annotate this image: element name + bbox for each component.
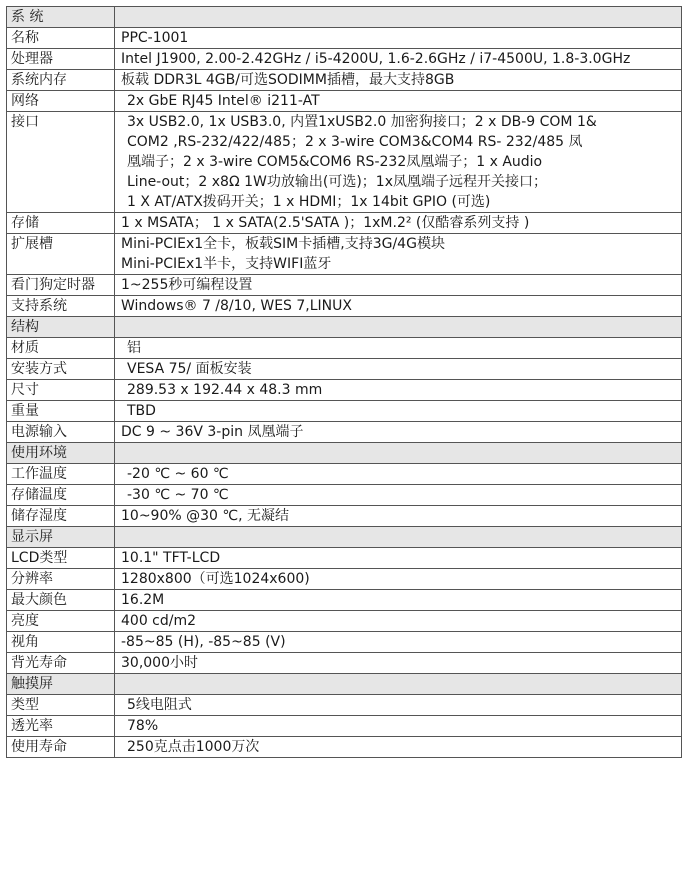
spec-value-line: 10.1" TFT-LCD xyxy=(121,550,221,566)
spec-value-line: 30,000小时 xyxy=(121,655,198,671)
spec-label: 处理器 xyxy=(7,49,115,70)
spec-row xyxy=(7,506,682,527)
spec-value-line: 1 x MSATA； 1 x SATA(2.5'SATA )；1xM.2² (仅酷睿系列支持 ) xyxy=(121,215,530,231)
spec-label: 存储 xyxy=(7,213,115,234)
spec-label: 网络 xyxy=(7,91,115,112)
spec-value-line: 板载 DDR3L 4GB/可选SODIMM插槽，最大支持8GB xyxy=(121,72,455,88)
spec-value xyxy=(115,49,682,70)
spec-value-line: COM2 ,RS-232/422/485；2 x 3-wire COM3&COM4 RS- 232/485 凤 xyxy=(127,134,583,150)
spec-row xyxy=(7,49,682,70)
spec-row xyxy=(7,112,682,213)
section-header-row xyxy=(7,317,682,338)
spec-label: 尺寸 xyxy=(7,380,115,401)
spec-label: 名称 xyxy=(7,28,115,49)
spec-value-line: 400 cd/m2 xyxy=(121,613,197,629)
spec-row xyxy=(7,296,682,317)
spec-row xyxy=(7,569,682,590)
spec-value-line: -30 ℃ ~ 70 ℃ xyxy=(127,487,229,503)
section-header-blank xyxy=(115,527,682,548)
section-header-blank xyxy=(115,443,682,464)
spec-label: 看门狗定时器 xyxy=(7,275,115,296)
spec-value xyxy=(115,737,682,758)
spec-table-body xyxy=(7,7,682,758)
spec-value-line: PPC-1001 xyxy=(121,30,189,46)
spec-value xyxy=(115,213,682,234)
spec-value xyxy=(115,70,682,91)
spec-value-line: 凰端子；2 x 3-wire COM5&COM6 RS-232凤凰端子；1 x Audio xyxy=(127,154,543,170)
spec-value xyxy=(115,485,682,506)
spec-label: 最大颜色 xyxy=(7,590,115,611)
spec-table xyxy=(6,6,682,758)
spec-row xyxy=(7,548,682,569)
spec-value-line: 16.2M xyxy=(121,592,165,608)
spec-value-line: 铝 xyxy=(127,340,141,356)
spec-label: 储存湿度 xyxy=(7,506,115,527)
spec-row xyxy=(7,695,682,716)
section-title: 触摸屏 xyxy=(7,674,115,695)
spec-row xyxy=(7,632,682,653)
spec-row xyxy=(7,91,682,112)
spec-row xyxy=(7,213,682,234)
spec-value-line: Intel J1900, 2.00-2.42GHz / i5-4200U, 1.6-2.6GHz / i7-4500U, 1.8-3.0GHz xyxy=(121,51,631,67)
spec-value-line: 1280x800（可选1024x600) xyxy=(121,571,310,587)
spec-value xyxy=(115,695,682,716)
spec-row xyxy=(7,380,682,401)
spec-value-line: Mini-PCIEx1半卡，支持WIFI蓝牙 xyxy=(121,256,332,272)
section-title: 系 统 xyxy=(7,7,115,28)
spec-value-line: VESA 75/ 面板安装 xyxy=(127,361,252,377)
spec-value xyxy=(115,590,682,611)
spec-label: 亮度 xyxy=(7,611,115,632)
spec-row xyxy=(7,234,682,275)
spec-label: 支持系统 xyxy=(7,296,115,317)
spec-value xyxy=(115,28,682,49)
spec-value-line: 3x USB2.0, 1x USB3.0, 内置1xUSB2.0 加密狗接口；2 x DB-9 COM 1& xyxy=(127,114,597,130)
spec-value xyxy=(115,548,682,569)
spec-row xyxy=(7,653,682,674)
spec-value-line: Windows® 7 /8/10, WES 7,LINUX xyxy=(121,298,352,314)
spec-value xyxy=(115,632,682,653)
spec-row xyxy=(7,359,682,380)
spec-value-line: 1~255秒可编程设置 xyxy=(121,277,253,293)
spec-value-line: 2x GbE RJ45 Intel® i211-AT xyxy=(127,93,320,109)
spec-label: 视角 xyxy=(7,632,115,653)
spec-value xyxy=(115,401,682,422)
spec-value xyxy=(115,112,682,213)
section-header-blank xyxy=(115,317,682,338)
spec-value xyxy=(115,506,682,527)
section-header-row xyxy=(7,527,682,548)
spec-value-line: 250克点击1000万次 xyxy=(127,739,260,755)
spec-value xyxy=(115,611,682,632)
section-title: 结构 xyxy=(7,317,115,338)
spec-value xyxy=(115,275,682,296)
spec-label: 背光寿命 xyxy=(7,653,115,674)
spec-value xyxy=(115,296,682,317)
spec-value xyxy=(115,569,682,590)
spec-value-line: 5线电阻式 xyxy=(127,697,192,713)
spec-value xyxy=(115,234,682,275)
spec-row xyxy=(7,401,682,422)
spec-label: 电源输入 xyxy=(7,422,115,443)
spec-value-line: 1 X AT/ATX拨码开关；1 x HDMI；1x 14bit GPIO (可选) xyxy=(127,194,491,210)
spec-value xyxy=(115,91,682,112)
spec-value-line: -85~85 (H), -85~85 (V) xyxy=(121,634,286,650)
spec-row xyxy=(7,422,682,443)
spec-label: LCD类型 xyxy=(7,548,115,569)
spec-row xyxy=(7,485,682,506)
spec-row xyxy=(7,70,682,91)
spec-value-line: 289.53 x 192.44 x 48.3 mm xyxy=(127,382,323,398)
spec-label: 重量 xyxy=(7,401,115,422)
spec-label: 安装方式 xyxy=(7,359,115,380)
spec-value-line: 78% xyxy=(127,718,159,734)
spec-label: 使用寿命 xyxy=(7,737,115,758)
spec-value-line: 10~90% @30 ℃, 无凝结 xyxy=(121,508,289,524)
section-title: 使用环境 xyxy=(7,443,115,464)
spec-row xyxy=(7,464,682,485)
spec-value xyxy=(115,653,682,674)
spec-row xyxy=(7,338,682,359)
spec-label: 扩展槽 xyxy=(7,234,115,275)
spec-value-line: TBD xyxy=(127,403,156,419)
spec-label: 分辨率 xyxy=(7,569,115,590)
spec-label: 透光率 xyxy=(7,716,115,737)
spec-label: 材质 xyxy=(7,338,115,359)
spec-label: 类型 xyxy=(7,695,115,716)
spec-row xyxy=(7,28,682,49)
section-header-row xyxy=(7,443,682,464)
spec-value xyxy=(115,716,682,737)
section-title: 显示屏 xyxy=(7,527,115,548)
spec-value xyxy=(115,380,682,401)
spec-row xyxy=(7,611,682,632)
section-header-row xyxy=(7,7,682,28)
spec-label: 系统内存 xyxy=(7,70,115,91)
spec-value xyxy=(115,338,682,359)
spec-row xyxy=(7,590,682,611)
spec-label: 工作温度 xyxy=(7,464,115,485)
spec-value xyxy=(115,359,682,380)
spec-row xyxy=(7,716,682,737)
spec-value-line: -20 ℃ ~ 60 ℃ xyxy=(127,466,229,482)
spec-value-line: Line-out；2 x8Ω 1W功放输出(可选)；1x凤凰端子远程开关接口； xyxy=(127,174,547,190)
spec-value-line: DC 9 ~ 36V 3-pin 凤凰端子 xyxy=(121,424,304,440)
spec-value xyxy=(115,422,682,443)
spec-value-line: Mini-PCIEx1全卡，板载SIM卡插槽,支持3G/4G模块 xyxy=(121,236,445,252)
spec-value xyxy=(115,464,682,485)
spec-row xyxy=(7,275,682,296)
section-header-blank xyxy=(115,674,682,695)
section-header-row xyxy=(7,674,682,695)
section-header-blank xyxy=(115,7,682,28)
spec-label: 存储温度 xyxy=(7,485,115,506)
spec-label: 接口 xyxy=(7,112,115,213)
spec-row xyxy=(7,737,682,758)
